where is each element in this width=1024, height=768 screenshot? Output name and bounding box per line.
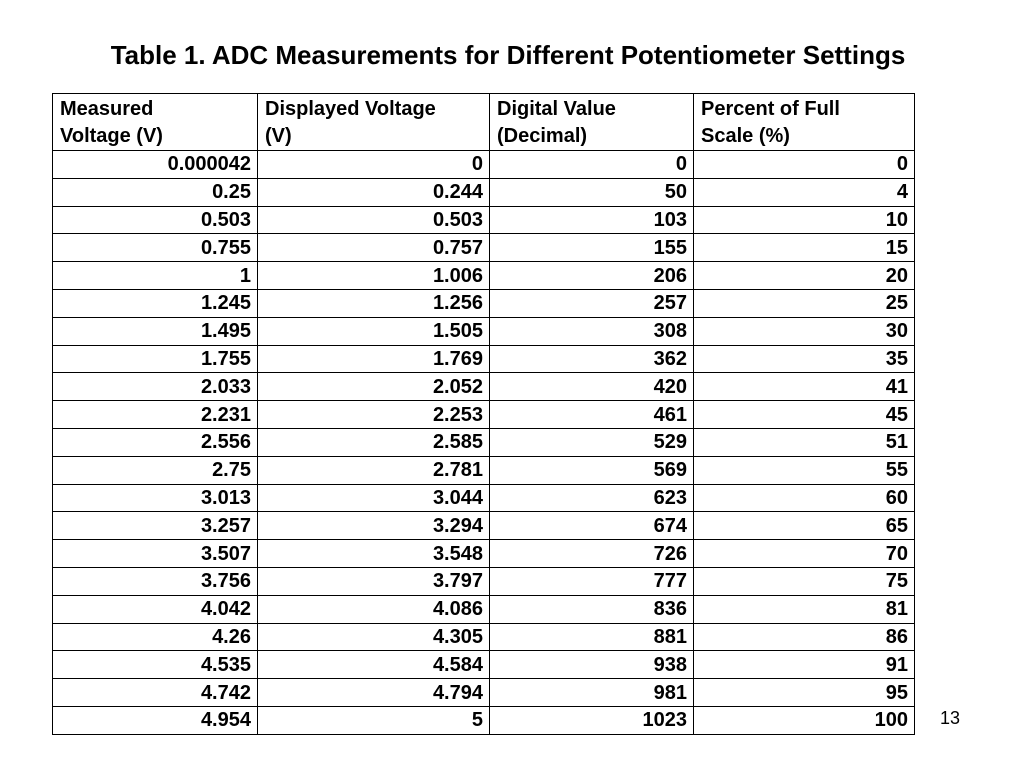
table-row <box>53 289 915 317</box>
page-number: 13 <box>940 708 961 728</box>
digital-value-cell: 206 <box>490 262 694 290</box>
table-header-row <box>53 94 915 151</box>
percent-full-scale-cell: 35 <box>694 345 915 373</box>
measured-voltage-cell: 3.257 <box>53 512 258 540</box>
displayed-voltage-cell: 0 <box>258 151 490 179</box>
measured-voltage-cell: 4.535 <box>53 651 258 679</box>
percent-full-scale-cell: 25 <box>694 289 915 317</box>
measured-voltage-cell: 4.26 <box>53 623 258 651</box>
measured-voltage-cell: 1 <box>53 262 258 290</box>
displayed-voltage-cell: 5 <box>258 706 490 734</box>
digital-value-cell: 257 <box>490 289 694 317</box>
slide-title: Table 1. ADC Measurements for Different Potentiometer Settings <box>110 40 906 70</box>
digital-value-cell: 981 <box>490 679 694 707</box>
table-row <box>53 595 915 623</box>
table-row <box>53 484 915 512</box>
measured-voltage-cell: 0.25 <box>53 178 258 206</box>
table-row <box>53 345 915 373</box>
digital-value-cell: 362 <box>490 345 694 373</box>
table-row <box>53 706 915 734</box>
digital-value-cell: 0 <box>490 151 694 179</box>
displayed-voltage-cell: 2.781 <box>258 456 490 484</box>
measured-voltage-cell: 3.507 <box>53 540 258 568</box>
table-row <box>53 456 915 484</box>
displayed-voltage-cell: 3.797 <box>258 567 490 595</box>
table-row <box>53 317 915 345</box>
table-row <box>53 234 915 262</box>
digital-value-cell: 777 <box>490 567 694 595</box>
table-row <box>53 401 915 429</box>
displayed-voltage-cell: 1.769 <box>258 345 490 373</box>
percent-full-scale-cell: 91 <box>694 651 915 679</box>
measured-voltage-cell: 2.231 <box>53 401 258 429</box>
measured-voltage-cell: 2.556 <box>53 428 258 456</box>
table-row <box>53 512 915 540</box>
percent-full-scale-cell: 75 <box>694 567 915 595</box>
measured-voltage-cell: 4.042 <box>53 595 258 623</box>
digital-value-cell: 938 <box>490 651 694 679</box>
displayed-voltage-cell: 0.244 <box>258 178 490 206</box>
digital-value-cell: 674 <box>490 512 694 540</box>
percent-full-scale-cell: 0 <box>694 151 915 179</box>
digital-value-cell: 569 <box>490 456 694 484</box>
table-row <box>53 679 915 707</box>
measured-voltage-cell: 4.742 <box>53 679 258 707</box>
measured-voltage-cell: 0.503 <box>53 206 258 234</box>
digital-value-cell: 623 <box>490 484 694 512</box>
percent-full-scale-cell: 51 <box>694 428 915 456</box>
percent-full-scale-cell: 60 <box>694 484 915 512</box>
header-digital-value: Digital Value (Decimal) <box>490 94 694 151</box>
table-row <box>53 651 915 679</box>
header-measured-voltage: Measured Voltage (V) <box>53 94 258 151</box>
measured-voltage-cell: 3.013 <box>53 484 258 512</box>
displayed-voltage-cell: 3.294 <box>258 512 490 540</box>
percent-full-scale-cell: 95 <box>694 679 915 707</box>
displayed-voltage-cell: 1.505 <box>258 317 490 345</box>
digital-value-cell: 155 <box>490 234 694 262</box>
table-row <box>53 178 915 206</box>
percent-full-scale-cell: 10 <box>694 206 915 234</box>
header-percent-full-scale: Percent of Full Scale (%) <box>694 94 915 151</box>
digital-value-cell: 881 <box>490 623 694 651</box>
table-row <box>53 428 915 456</box>
measured-voltage-cell: 1.755 <box>53 345 258 373</box>
percent-full-scale-cell: 4 <box>694 178 915 206</box>
digital-value-cell: 529 <box>490 428 694 456</box>
measured-voltage-cell: 2.033 <box>53 373 258 401</box>
measured-voltage-cell: 4.954 <box>53 706 258 734</box>
digital-value-cell: 50 <box>490 178 694 206</box>
measured-voltage-cell: 1.245 <box>53 289 258 317</box>
displayed-voltage-cell: 2.052 <box>258 373 490 401</box>
percent-full-scale-cell: 55 <box>694 456 915 484</box>
displayed-voltage-cell: 4.584 <box>258 651 490 679</box>
displayed-voltage-cell: 1.256 <box>258 289 490 317</box>
displayed-voltage-cell: 4.794 <box>258 679 490 707</box>
table-row <box>53 262 915 290</box>
table-row <box>53 151 915 179</box>
digital-value-cell: 308 <box>490 317 694 345</box>
measured-voltage-cell: 0.755 <box>53 234 258 262</box>
percent-full-scale-cell: 65 <box>694 512 915 540</box>
measured-voltage-cell: 2.75 <box>53 456 258 484</box>
percent-full-scale-cell: 41 <box>694 373 915 401</box>
digital-value-cell: 103 <box>490 206 694 234</box>
displayed-voltage-cell: 2.585 <box>258 428 490 456</box>
digital-value-cell: 726 <box>490 540 694 568</box>
percent-full-scale-cell: 20 <box>694 262 915 290</box>
table-row <box>53 540 915 568</box>
displayed-voltage-cell: 4.086 <box>258 595 490 623</box>
header-displayed-voltage: Displayed Voltage (V) <box>258 94 490 151</box>
table-row <box>53 206 915 234</box>
displayed-voltage-cell: 0.757 <box>258 234 490 262</box>
percent-full-scale-cell: 30 <box>694 317 915 345</box>
measured-voltage-cell: 3.756 <box>53 567 258 595</box>
displayed-voltage-cell: 2.253 <box>258 401 490 429</box>
adc-measurements-table <box>52 93 915 735</box>
table-row <box>53 373 915 401</box>
displayed-voltage-cell: 4.305 <box>258 623 490 651</box>
percent-full-scale-cell: 45 <box>694 401 915 429</box>
table-body <box>53 151 915 735</box>
digital-value-cell: 836 <box>490 595 694 623</box>
measured-voltage-cell: 0.000042 <box>53 151 258 179</box>
digital-value-cell: 420 <box>490 373 694 401</box>
displayed-voltage-cell: 3.548 <box>258 540 490 568</box>
displayed-voltage-cell: 1.006 <box>258 262 490 290</box>
percent-full-scale-cell: 81 <box>694 595 915 623</box>
percent-full-scale-cell: 100 <box>694 706 915 734</box>
measured-voltage-cell: 1.495 <box>53 317 258 345</box>
table-row <box>53 623 915 651</box>
digital-value-cell: 461 <box>490 401 694 429</box>
digital-value-cell: 1023 <box>490 706 694 734</box>
percent-full-scale-cell: 86 <box>694 623 915 651</box>
percent-full-scale-cell: 15 <box>694 234 915 262</box>
table-row <box>53 567 915 595</box>
percent-full-scale-cell: 70 <box>694 540 915 568</box>
displayed-voltage-cell: 3.044 <box>258 484 490 512</box>
displayed-voltage-cell: 0.503 <box>258 206 490 234</box>
